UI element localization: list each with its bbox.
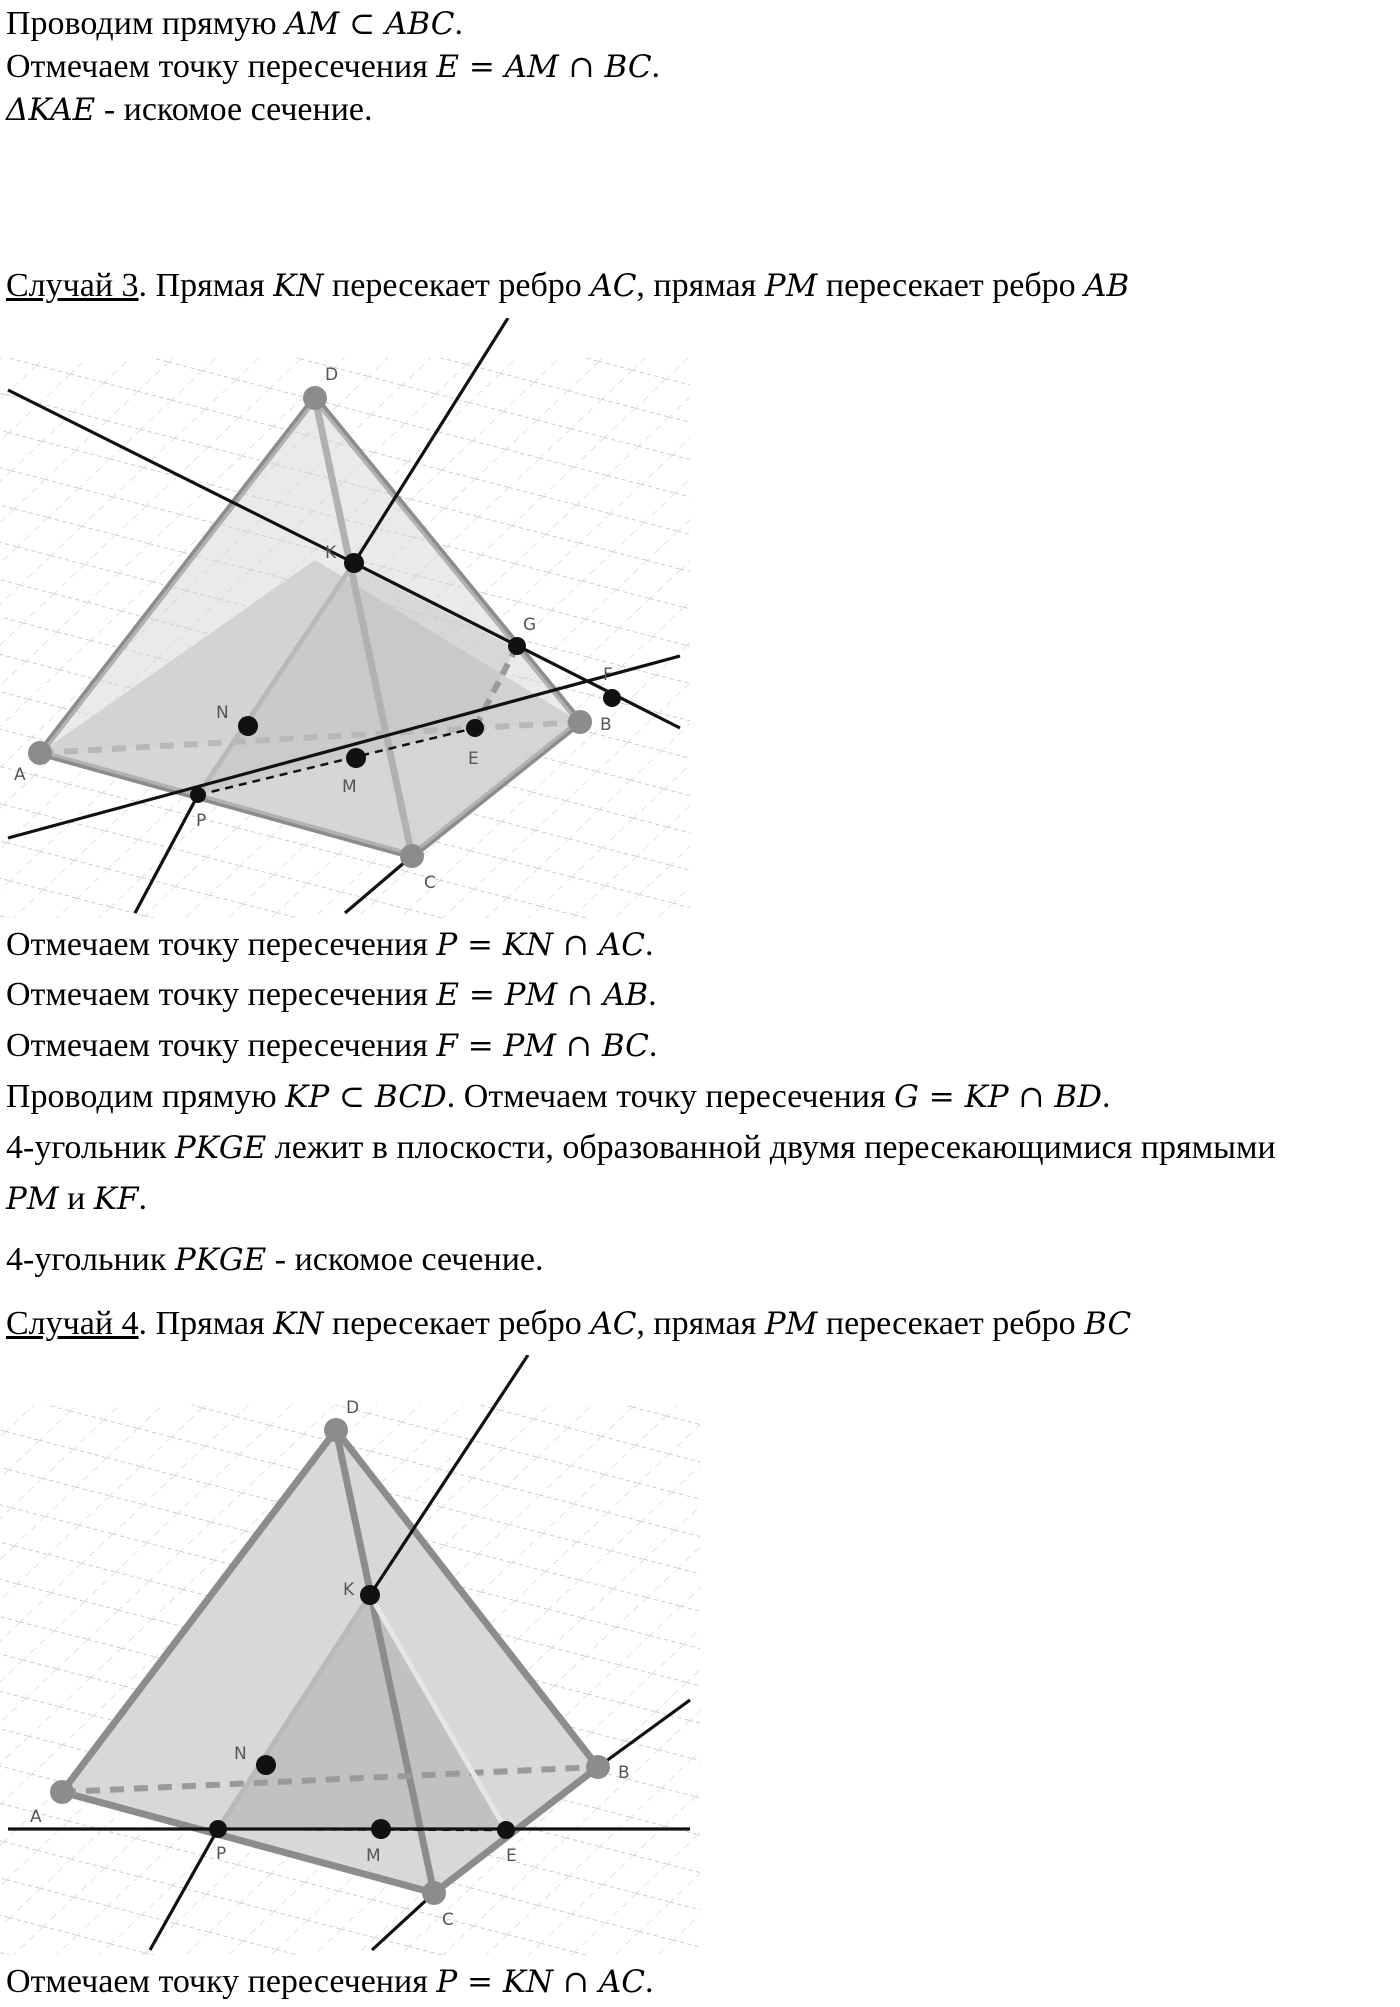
point-d bbox=[324, 1418, 348, 1442]
label-d: D bbox=[325, 365, 339, 385]
label-a: A bbox=[30, 1807, 42, 1827]
case4-heading: Случай 4. Прямая KN пересекает ребро AC, прямая PM пересекает ребро BC bbox=[6, 1305, 1132, 1342]
text-line-3: ΔKAE - искомое сечение. bbox=[6, 91, 373, 128]
label-b: B bbox=[618, 1763, 630, 1783]
point-e bbox=[497, 1821, 515, 1839]
case3-diagram bbox=[0, 318, 690, 918]
label-e: E bbox=[506, 1846, 517, 1866]
point-n bbox=[256, 1755, 276, 1775]
point-e bbox=[466, 719, 484, 737]
case4-figure bbox=[0, 1355, 700, 1955]
label-n: N bbox=[234, 1744, 247, 1764]
label-p: P bbox=[216, 1844, 227, 1864]
point-f bbox=[603, 689, 621, 707]
label-p: P bbox=[196, 811, 207, 831]
case3-step-2: Отмечаем точку пересечения E = PM ∩ AB. bbox=[6, 976, 657, 1013]
text-line-1: Проводим прямую AM ⊂ ABC. bbox=[6, 5, 463, 42]
label-n: N bbox=[216, 703, 229, 723]
point-c bbox=[400, 844, 424, 868]
case3-step-5: 4-угольник PKGE лежит в плоскости, образованной двумя пересекающимися прямыми bbox=[6, 1129, 1276, 1166]
label-g: G bbox=[523, 615, 537, 635]
point-c bbox=[422, 1881, 446, 1905]
case4-step-1: Отмечаем точку пересечения P = KN ∩ AC. bbox=[6, 1963, 654, 2000]
label-k: K bbox=[343, 1580, 355, 1600]
case3-figure bbox=[0, 318, 690, 918]
point-a bbox=[28, 741, 52, 765]
label-e: E bbox=[468, 749, 479, 769]
point-p bbox=[209, 1820, 227, 1838]
label-m: M bbox=[342, 777, 357, 797]
label-b: B bbox=[600, 715, 612, 735]
point-g bbox=[508, 637, 526, 655]
label-d: D bbox=[346, 1398, 360, 1418]
point-k bbox=[344, 553, 364, 573]
point-k bbox=[360, 1585, 380, 1605]
point-p bbox=[190, 787, 206, 803]
label-c: C bbox=[442, 1910, 454, 1930]
point-m bbox=[346, 748, 366, 768]
point-d bbox=[303, 386, 327, 410]
case3-step-5b: PM и KF. bbox=[6, 1180, 147, 1217]
text-line-2: Отмечаем точку пересечения E = AM ∩ BC. bbox=[6, 48, 661, 85]
label-m: M bbox=[366, 1846, 381, 1866]
case4-diagram bbox=[0, 1355, 700, 1955]
point-b bbox=[586, 1755, 610, 1779]
label-a: A bbox=[14, 765, 26, 785]
case3-conclusion: 4-угольник PKGE - искомое сечение. bbox=[6, 1241, 544, 1278]
case3-step-1: Отмечаем точку пересечения P = KN ∩ AC. bbox=[6, 926, 654, 963]
point-b bbox=[568, 710, 592, 734]
case3-heading: Случай 3. Прямая KN пересекает ребро AC, прямая PM пересекает ребро AB bbox=[6, 267, 1130, 304]
case3-step-3: Отмечаем точку пересечения F = PM ∩ BC. bbox=[6, 1027, 658, 1064]
label-c: C bbox=[424, 873, 436, 893]
line-pe-hidden bbox=[218, 1829, 506, 1830]
label-f: F bbox=[603, 665, 613, 685]
point-a bbox=[50, 1780, 74, 1804]
point-m bbox=[371, 1819, 391, 1839]
label-k: K bbox=[325, 543, 337, 563]
point-n bbox=[238, 716, 258, 736]
case3-step-4: Проводим прямую KP ⊂ BCD. Отмечаем точку пересечения G = KP ∩ BD. bbox=[6, 1078, 1111, 1115]
